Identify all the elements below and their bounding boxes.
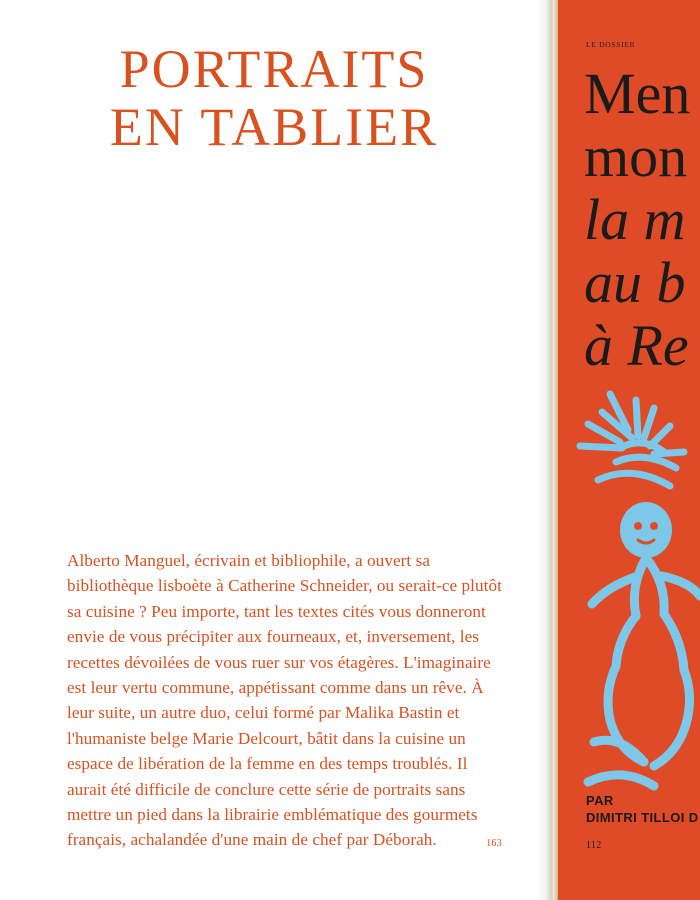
byline-par-label: PAR [586, 793, 614, 808]
headline-line-2: mon [584, 124, 688, 189]
byline-author: DIMITRI TILLOI D [586, 810, 699, 825]
blue-figures-illustration [558, 390, 700, 810]
left-page-folio: 163 [486, 838, 502, 849]
article-byline [586, 792, 699, 826]
headline-line-4: au b [584, 250, 686, 315]
right-page-folio: 112 [586, 840, 602, 851]
page-title [12, 40, 536, 156]
article-headline [584, 62, 700, 377]
left-page [12, 0, 536, 900]
headline-line-3: la m [584, 187, 686, 252]
section-kicker: LE DOSSIER [586, 40, 636, 49]
intro-paragraph-text: Alberto Manguel, écrivain et bibliophile, a ouvert sa bibliothèque lisboète à Catherine Schneider, ou serait-ce plutôt sa cuisine ? Peu importe, tant les textes cités vous donneront envie de vous précipiter aux fourneaux, et, inversement, les recettes dévoilées de vous ruer sur vos étagères. L'imaginaire est leur vertu commune, appétissant comme dans un rêve. À leur suite, un autre duo, celui formé par Malika Bastin et l'humaniste belge Marie Delcourt, bâtit dans la cuisine un espace de libération de la femme en des temps troublés. Il aurait été difficile de conclure cette série de portraits sans mettre un pied dans la librairie emblématique des gourmets français, achalandée d'une main de chef par Déborah. [67, 551, 502, 850]
headline-line-5: à Re [584, 313, 689, 378]
headline-line-1: Men [584, 61, 691, 126]
page-title-line-2: EN TABLIER [109, 97, 439, 157]
intro-paragraph [67, 548, 502, 853]
page-title-line-1: PORTRAITS [119, 39, 429, 99]
page-edge [551, 0, 558, 900]
right-page [558, 0, 700, 900]
